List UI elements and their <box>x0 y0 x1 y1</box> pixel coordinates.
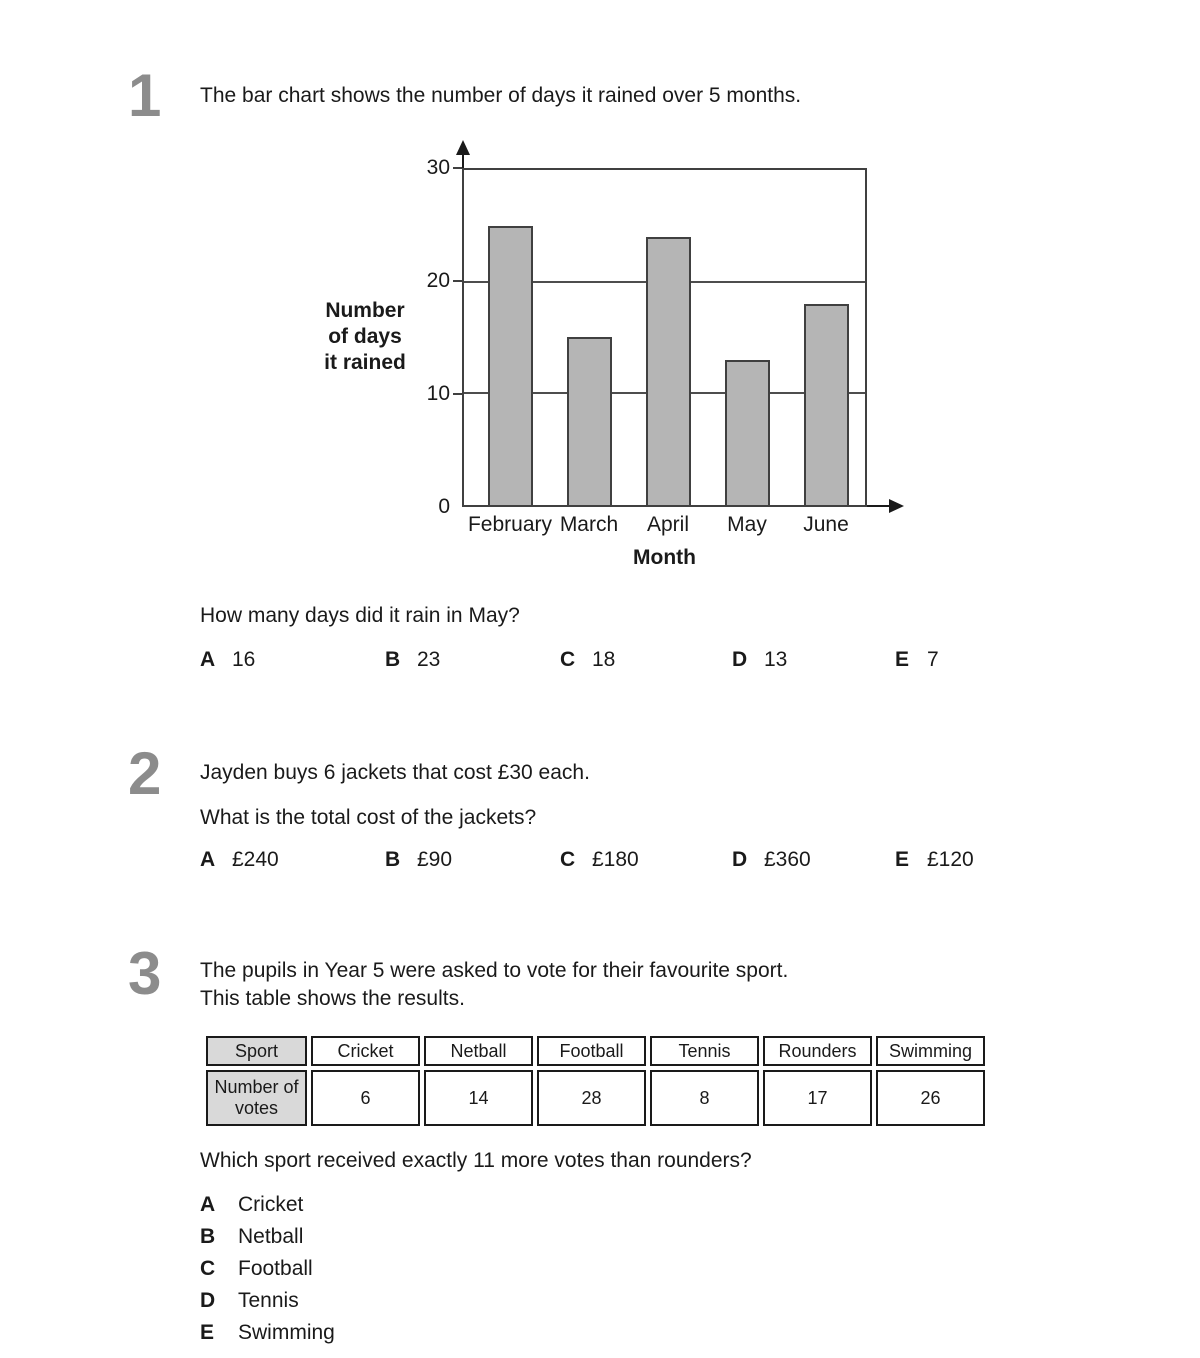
option-value: Netball <box>238 1225 304 1248</box>
y-axis-title <box>300 298 430 376</box>
option-e <box>895 648 939 672</box>
option-value: £180 <box>592 848 639 871</box>
option-letter: A <box>200 848 216 871</box>
option-d <box>732 848 811 872</box>
option-d <box>732 648 787 672</box>
table-header-tennis: Tennis <box>650 1036 759 1066</box>
x-axis-arrow-icon <box>889 499 904 513</box>
option-value: 23 <box>417 648 441 671</box>
option-letter: B <box>200 1225 216 1248</box>
question-1-prompt: The bar chart shows the number of days it rained over 5 months. <box>200 84 802 107</box>
option-value: 13 <box>764 648 788 671</box>
bar-march <box>567 337 612 505</box>
option-letter: B <box>385 648 401 671</box>
question-3-prompt-line1: The pupils in Year 5 were asked to vote for their favourite sport. <box>200 959 789 982</box>
rainfall-bar-chart <box>300 142 940 592</box>
option-c <box>560 648 615 672</box>
option-letter: C <box>200 1257 216 1280</box>
table-row-label: Number of votes <box>206 1070 307 1126</box>
y-axis-arrow-icon <box>456 140 470 155</box>
x-axis-line <box>867 505 891 507</box>
table-header-football: Football <box>537 1036 646 1066</box>
y-tick-mark-30 <box>453 167 462 169</box>
table-value-tennis: 8 <box>650 1070 759 1126</box>
option-letter: E <box>895 648 910 671</box>
option-value: 16 <box>232 648 256 671</box>
question-3-prompt-line2: This table shows the results. <box>200 987 465 1010</box>
option-value: Swimming <box>238 1321 335 1344</box>
table-header-row <box>206 1036 985 1066</box>
table-value-row <box>206 1070 985 1126</box>
table-header-rounders: Rounders <box>763 1036 872 1066</box>
option-letter: B <box>385 848 401 871</box>
question-1-question: How many days did it rain in May? <box>200 604 520 627</box>
question-3-question: Which sport received exactly 11 more votes than rounders? <box>200 1149 752 1172</box>
x-category-label-may: May <box>727 513 767 536</box>
option-b <box>385 848 452 872</box>
option-value: 7 <box>927 648 939 671</box>
question-1-number: 1 <box>128 62 162 129</box>
x-category-label-march: March <box>559 513 619 536</box>
y-tick-label-20: 20 <box>426 269 450 292</box>
bar-april <box>646 237 691 505</box>
y-axis-title-line3: it rained <box>324 351 406 374</box>
y-tick-mark-20 <box>453 280 462 282</box>
option-e <box>895 848 974 872</box>
table-header-cricket: Cricket <box>311 1036 420 1066</box>
option-a <box>200 848 279 872</box>
bar-june <box>804 304 849 505</box>
question-3-number: 3 <box>128 940 162 1007</box>
option-d <box>200 1289 299 1313</box>
x-axis-title: Month <box>633 546 696 569</box>
question-2-options <box>0 848 1200 876</box>
option-c <box>200 1257 313 1281</box>
option-letter: C <box>560 848 576 871</box>
question-2-question: What is the total cost of the jackets? <box>200 806 537 829</box>
option-letter: E <box>895 848 910 871</box>
bar-february <box>488 226 533 505</box>
option-letter: C <box>560 648 576 671</box>
chart-plot-area <box>462 168 867 507</box>
x-category-label-february: February <box>467 513 553 536</box>
option-a <box>200 648 255 672</box>
option-letter: D <box>732 848 748 871</box>
bar-may <box>725 360 770 505</box>
table-value-rounders: 17 <box>763 1070 872 1126</box>
option-value: £240 <box>232 848 279 871</box>
x-category-label-june: June <box>803 513 849 536</box>
option-value: Tennis <box>238 1289 299 1312</box>
option-value: £90 <box>417 848 453 871</box>
option-value: £360 <box>764 848 811 871</box>
option-letter: A <box>200 1193 216 1216</box>
y-tick-label-30: 30 <box>426 156 450 179</box>
option-a <box>200 1193 303 1217</box>
option-value: Football <box>238 1257 313 1280</box>
y-tick-label-0: 0 <box>438 495 450 518</box>
question-2-prompt: Jayden buys 6 jackets that cost £30 each. <box>200 761 590 784</box>
option-letter: E <box>200 1321 215 1344</box>
table-header-netball: Netball <box>424 1036 533 1066</box>
table-value-swimming: 26 <box>876 1070 985 1126</box>
option-value: 18 <box>592 648 616 671</box>
x-category-label-april: April <box>646 513 689 536</box>
option-letter: D <box>732 648 748 671</box>
table-header-swimming: Swimming <box>876 1036 985 1066</box>
table-value-cricket: 6 <box>311 1070 420 1126</box>
question-2-number: 2 <box>128 740 162 807</box>
option-b <box>385 648 440 672</box>
votes-table <box>202 1032 989 1130</box>
table-corner-cell: Sport <box>206 1036 307 1066</box>
option-b <box>200 1225 303 1249</box>
y-tick-label-10: 10 <box>426 382 450 405</box>
y-tick-mark-10 <box>453 393 462 395</box>
y-axis-title-line2: of days <box>328 325 402 348</box>
question-1-options <box>0 648 1200 676</box>
option-letter: A <box>200 648 216 671</box>
table-value-netball: 14 <box>424 1070 533 1126</box>
option-value: Cricket <box>238 1193 304 1216</box>
table-value-football: 28 <box>537 1070 646 1126</box>
option-value: £120 <box>927 848 974 871</box>
y-axis-title-line1: Number <box>325 299 405 322</box>
option-letter: D <box>200 1289 216 1312</box>
option-e <box>200 1321 335 1345</box>
option-c <box>560 848 639 872</box>
